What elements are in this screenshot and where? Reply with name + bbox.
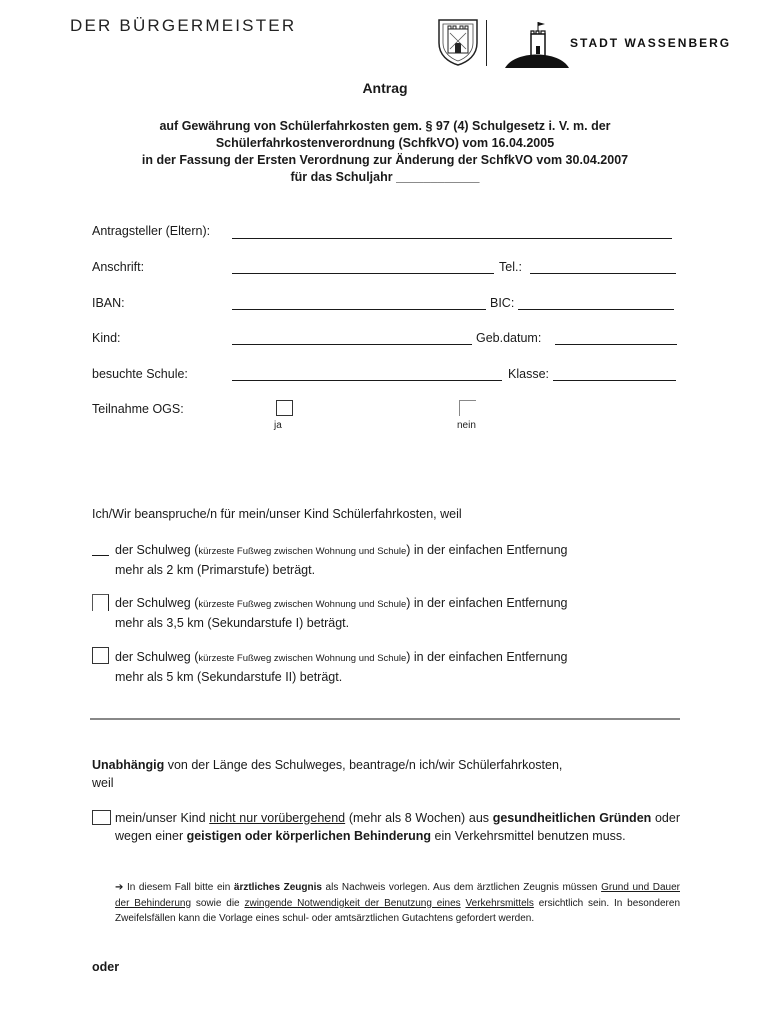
tower-logo-icon [505,20,569,68]
health-checkbox[interactable] [92,810,111,825]
section-divider [90,718,680,720]
class-field[interactable] [553,380,676,381]
arrow-right-icon: ➔ [115,882,124,893]
medical-note: ➔ In diesem Fall bitte ein ärztliches Zeugnis als Nachweis vorlegen. Aus dem ärztlichen Zeugnis müssen Grund und Dauer der Behinderung sowie die zwingende Notwendigkeit der Benutzung eines Verkehrsmittels ersichtlich sein. In besonderen Zweifelsfällen kann die Vorlage eines schul- oder amtsärztlichen Gutachtens gefordert werden. [115,882,681,924]
phone-label: Tel.: [499,260,522,274]
applicant-label: Antragsteller (Eltern): [92,224,211,238]
ogs-no-checkbox[interactable] [459,400,476,416]
address-label: Anschrift: [92,260,145,274]
claim-intro: Ich/Wir beanspruche/n für mein/unser Kind Schülerfahrkosten, weil [92,507,462,521]
child-label: Kind: [92,331,121,345]
ogs-label: Teilnahme OGS: [92,402,184,416]
bic-label: BIC: [490,296,515,310]
subtitle-line-4: für das Schuljahr ____________ [290,170,480,184]
independent-intro: Unabhängig von der Länge des Schulweges, beantrage/n ich/wir Schülerfahrkosten, weil [92,758,563,790]
applicant-field[interactable] [232,238,672,239]
header-mayor-title: DER BÜRGERMEISTER [70,16,297,35]
child-field[interactable] [232,344,472,345]
city-logo-text: STADT WASSENBERG [570,36,732,50]
class-label: Klasse: [508,367,549,381]
option-3-text: der Schulweg (kürzeste Fußweg zwischen Wohnung und Schule) in der einfachen Entfernung mehr als 5 km (Sekundarstufe II) beträgt. [115,650,568,684]
school-field[interactable] [232,380,502,381]
ogs-no-label: nein [457,420,476,431]
option-1-checkbox[interactable] [92,555,109,556]
ogs-yes-label: ja [274,420,282,431]
oder-label: oder [92,960,120,974]
iban-label: IBAN: [92,296,125,310]
ogs-yes-checkbox[interactable] [276,400,293,416]
school-label: besuchte Schule: [92,367,188,381]
address-field[interactable] [232,273,494,274]
subtitle-line-1: auf Gewährung von Schülerfahrkosten gem. § 97 (4) Schulgesetz i. V. m. der [159,119,611,133]
option-3-checkbox[interactable] [92,647,109,664]
birthdate-field[interactable] [555,344,677,345]
subtitle-line-2: Schülerfahrkostenverordnung (SchfkVO) vom 16.04.2005 [215,136,555,150]
subtitle-line-3: in der Fassung der Ersten Verordnung zur Änderung der SchfkVO vom 30.04.2007 [141,153,629,167]
page-title: Antrag [362,80,408,96]
iban-field[interactable] [232,309,486,310]
health-text: mein/unser Kind nicht nur vorübergehend (mehr als 8 Wochen) aus gesundheitlichen Gründen oder wegen einer geistigen oder körperlichen Behinderung ein Verkehrsmittel benutzen muss. [115,811,680,843]
bic-field[interactable] [518,309,674,310]
option-1-text: der Schulweg (kürzeste Fußweg zwischen Wohnung und Schule) in der einfachen Entfernung mehr als 2 km (Primarstufe) beträgt. [115,543,568,577]
option-2-checkbox[interactable] [92,594,109,611]
birthdate-label: Geb.datum: [476,331,542,345]
phone-field[interactable] [530,273,676,274]
option-2-text: der Schulweg (kürzeste Fußweg zwischen Wohnung und Schule) in der einfachen Entfernung mehr als 3,5 km (Sekundarstufe I) beträgt. [115,596,568,630]
coat-of-arms-icon [436,17,480,67]
